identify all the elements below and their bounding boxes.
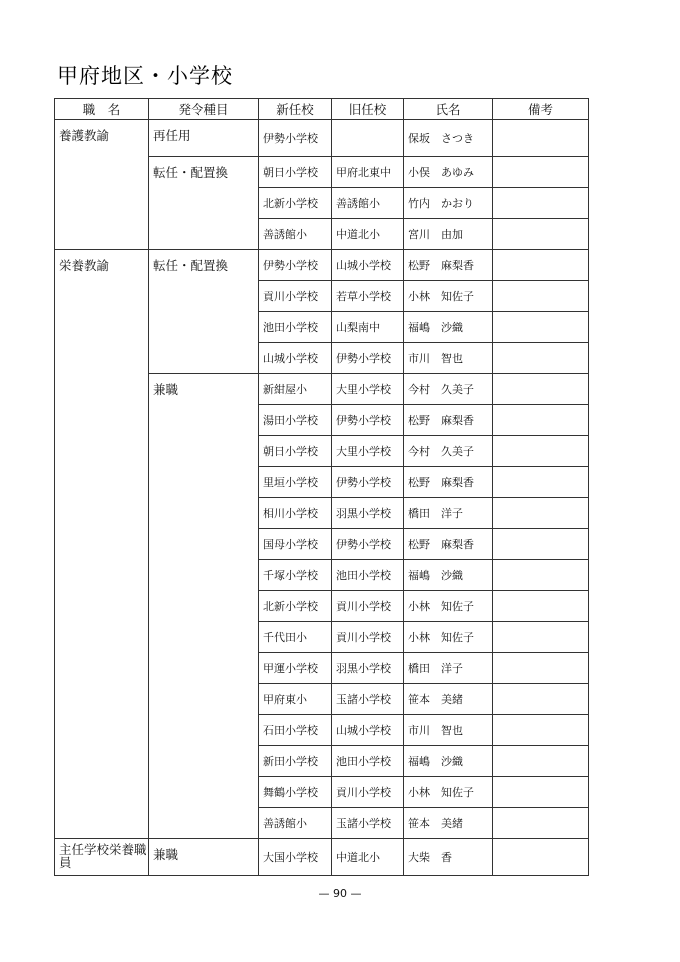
new-school-cell: 善誘館小 (259, 808, 332, 839)
old-school-cell: 羽黒小学校 (332, 653, 404, 684)
new-school-cell: 千塚小学校 (259, 560, 332, 591)
new-school-cell: 千代田小 (259, 622, 332, 653)
remarks-cell (493, 591, 589, 622)
name-cell: 今村 久美子 (404, 436, 493, 467)
old-school-cell: 玉諸小学校 (332, 684, 404, 715)
remarks-cell (493, 467, 589, 498)
old-school-cell: 中道北小 (332, 219, 404, 250)
old-school-cell: 伊勢小学校 (332, 529, 404, 560)
header-kind: 発令種目 (149, 99, 259, 120)
remarks-cell (493, 529, 589, 560)
old-school-cell: 伊勢小学校 (332, 405, 404, 436)
old-school-cell: 甲府北東中 (332, 157, 404, 188)
old-school-cell: 善誘館小 (332, 188, 404, 219)
name-cell: 松野 麻梨香 (404, 529, 493, 560)
name-cell: 笹本 美緒 (404, 684, 493, 715)
remarks-cell (493, 157, 589, 188)
name-cell: 小俣 あゆみ (404, 157, 493, 188)
new-school-cell: 伊勢小学校 (259, 250, 332, 281)
name-cell: 福嶋 沙織 (404, 746, 493, 777)
header-old-school: 旧任校 (332, 99, 404, 120)
old-school-cell: 貢川小学校 (332, 622, 404, 653)
name-cell: 保坂 さつき (404, 120, 493, 157)
remarks-cell (493, 498, 589, 529)
old-school-cell: 大里小学校 (332, 374, 404, 405)
new-school-cell: 北新小学校 (259, 188, 332, 219)
remarks-cell (493, 219, 589, 250)
header-name: 氏名 (404, 99, 493, 120)
name-cell: 小林 知佐子 (404, 591, 493, 622)
header-new-school: 新任校 (259, 99, 332, 120)
page-title: 甲府地区・小学校 (57, 64, 233, 88)
remarks-cell (493, 120, 589, 157)
new-school-cell: 朝日小学校 (259, 436, 332, 467)
old-school-cell: 玉諸小学校 (332, 808, 404, 839)
new-school-cell: 相川小学校 (259, 498, 332, 529)
remarks-cell (493, 343, 589, 374)
old-school-cell: 伊勢小学校 (332, 343, 404, 374)
position-cell: 栄養教諭 (55, 250, 149, 839)
old-school-cell: 羽黒小学校 (332, 498, 404, 529)
name-cell: 橋田 洋子 (404, 653, 493, 684)
name-cell: 福嶋 沙織 (404, 560, 493, 591)
new-school-cell: 山城小学校 (259, 343, 332, 374)
old-school-cell: 池田小学校 (332, 746, 404, 777)
name-cell: 竹内 かおり (404, 188, 493, 219)
new-school-cell: 伊勢小学校 (259, 120, 332, 157)
new-school-cell: 池田小学校 (259, 312, 332, 343)
remarks-cell (493, 839, 589, 876)
table-row (55, 120, 589, 157)
remarks-cell (493, 281, 589, 312)
old-school-cell: 貢川小学校 (332, 591, 404, 622)
old-school-cell: 池田小学校 (332, 560, 404, 591)
remarks-cell (493, 808, 589, 839)
name-cell: 小林 知佐子 (404, 622, 493, 653)
new-school-cell: 甲府東小 (259, 684, 332, 715)
old-school-cell: 貢川小学校 (332, 777, 404, 808)
old-school-cell: 山梨南中 (332, 312, 404, 343)
kind-cell: 再任用 (149, 120, 259, 157)
remarks-cell (493, 777, 589, 808)
new-school-cell: 北新小学校 (259, 591, 332, 622)
remarks-cell (493, 312, 589, 343)
remarks-cell (493, 653, 589, 684)
name-cell: 大柴 香 (404, 839, 493, 876)
name-cell: 今村 久美子 (404, 374, 493, 405)
name-cell: 市川 智也 (404, 715, 493, 746)
old-school-cell: 山城小学校 (332, 250, 404, 281)
remarks-cell (493, 188, 589, 219)
old-school-cell: 中道北小 (332, 839, 404, 876)
name-cell: 松野 麻梨香 (404, 405, 493, 436)
remarks-cell (493, 436, 589, 467)
header-remarks: 備考 (493, 99, 589, 120)
old-school-cell: 伊勢小学校 (332, 467, 404, 498)
remarks-cell (493, 715, 589, 746)
name-cell: 橋田 洋子 (404, 498, 493, 529)
old-school-cell: 若草小学校 (332, 281, 404, 312)
table-row (55, 839, 589, 876)
position-cell: 養護教諭 (55, 120, 149, 250)
new-school-cell: 善誘館小 (259, 219, 332, 250)
name-cell: 福嶋 沙織 (404, 312, 493, 343)
name-cell: 松野 麻梨香 (404, 250, 493, 281)
new-school-cell: 貢川小学校 (259, 281, 332, 312)
old-school-cell: 山城小学校 (332, 715, 404, 746)
name-cell: 小林 知佐子 (404, 281, 493, 312)
remarks-cell (493, 684, 589, 715)
name-cell: 宮川 由加 (404, 219, 493, 250)
remarks-cell (493, 250, 589, 281)
new-school-cell: 新紺屋小 (259, 374, 332, 405)
name-cell: 市川 智也 (404, 343, 493, 374)
kind-cell: 転任・配置換 (149, 157, 259, 250)
position-cell: 主任学校栄養職員 (55, 839, 149, 876)
header-position: 職 名 (55, 99, 149, 120)
new-school-cell: 国母小学校 (259, 529, 332, 560)
name-cell: 松野 麻梨香 (404, 467, 493, 498)
old-school-cell (332, 120, 404, 157)
kind-cell: 兼職 (149, 839, 259, 876)
personnel-table (54, 98, 589, 876)
table-row (55, 250, 589, 281)
old-school-cell: 大里小学校 (332, 436, 404, 467)
remarks-cell (493, 560, 589, 591)
new-school-cell: 湯田小学校 (259, 405, 332, 436)
new-school-cell: 石田小学校 (259, 715, 332, 746)
remarks-cell (493, 405, 589, 436)
remarks-cell (493, 622, 589, 653)
name-cell: 小林 知佐子 (404, 777, 493, 808)
new-school-cell: 舞鶴小学校 (259, 777, 332, 808)
page-number: — 90 — (318, 887, 362, 900)
new-school-cell: 朝日小学校 (259, 157, 332, 188)
kind-cell: 兼職 (149, 374, 259, 839)
table-body (55, 120, 589, 876)
new-school-cell: 里垣小学校 (259, 467, 332, 498)
new-school-cell: 大国小学校 (259, 839, 332, 876)
table-header-row (55, 99, 589, 120)
remarks-cell (493, 374, 589, 405)
remarks-cell (493, 746, 589, 777)
name-cell: 笹本 美緒 (404, 808, 493, 839)
new-school-cell: 甲運小学校 (259, 653, 332, 684)
new-school-cell: 新田小学校 (259, 746, 332, 777)
kind-cell: 転任・配置換 (149, 250, 259, 374)
